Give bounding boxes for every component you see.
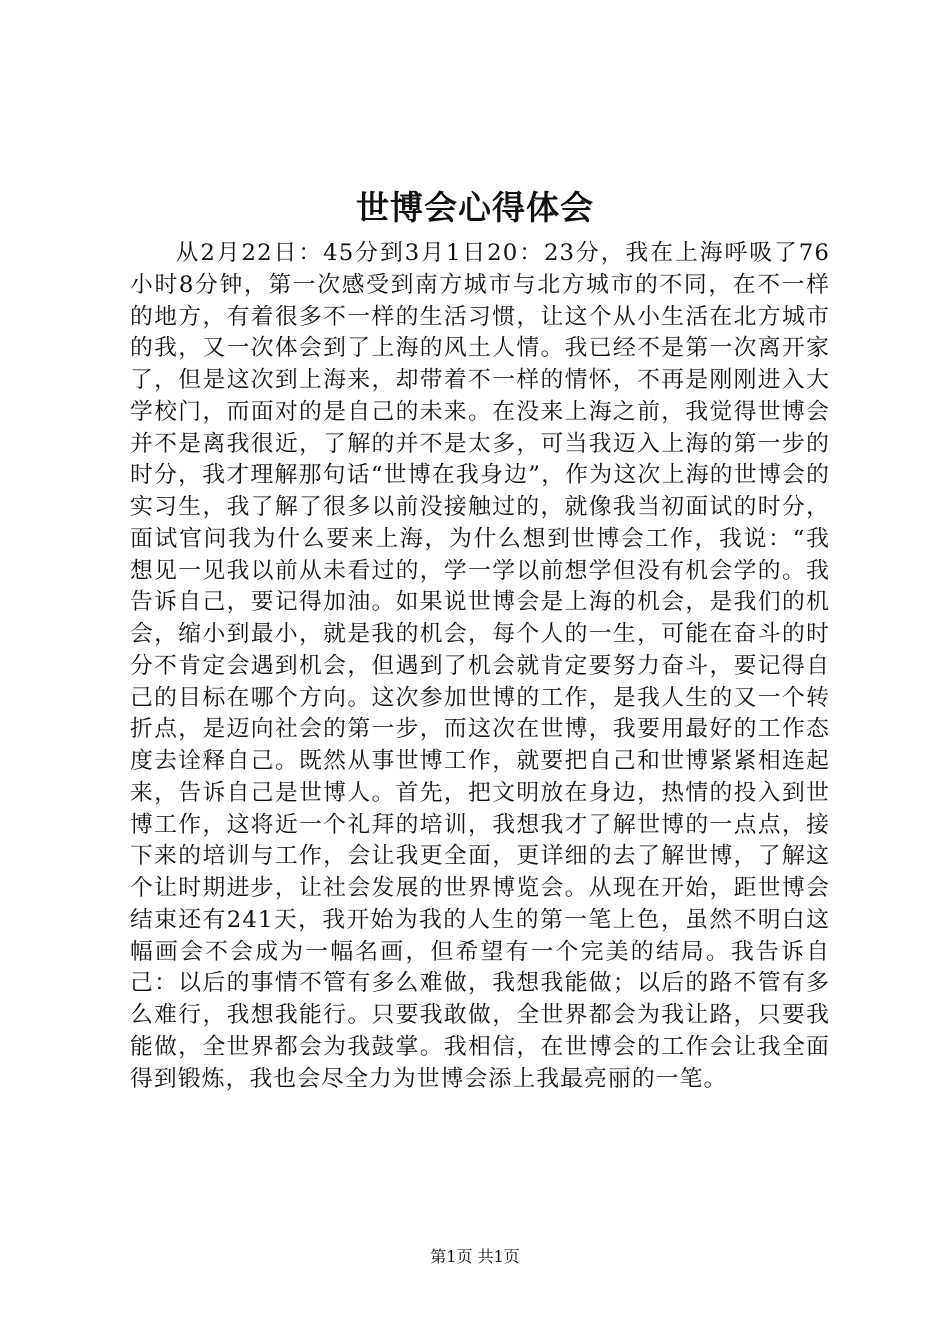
- body-paragraph: 从2月22日：45分到3月1日20：23分，我在上海呼吸了76小时8分钟，第一次感受到南方城市与北方城市的不同，在不一样的地方，有着很多不一样的生活习惯，让这个从小生活在北方城市的我，又一次体会到了上海的风土人情。我已经不是第一次离开家了，但是这次到上海来，却带着不一样的情怀，不再是刚刚进入大学校门，而面对的是自己的未来。在没来上海之前，我觉得世博会并不是离我很近，了解的并不是太多，可当我迈入上海的第一步的时分，我才理解那句话“世博在我身边”，作为这次上海的世博会的实习生，我了解了很多以前没接触过的，就像我当初面试的时分，面试官问我为什么要来上海，为什么想到世博会工作，我说：“我想见一见我以前从未看过的，学一学以前想学但没有机会学的。我告诉自己，要记得加油。如果说世博会是上海的机会，是我们的机会，缩小到最小，就是我的机会，每个人的一生，可能在奋斗的时分不肯定会遇到机会，但遇到了机会就肯定要努力奋斗，要记得自己的目标在哪个方向。这次参加世博的工作，是我人生的又一个转折点，是迈向社会的第一步，而这次在世博，我要用最好的工作态度去诠释自己。既然从事世博工作，就要把自己和世博紧紧相连起来，告诉自己是世博人。首先，把文明放在身边，热情的投入到世博工作，这将近一个礼拜的培训，我想我才了解世博的一点点，接下来的培训与工作，会让我更全面，更详细的去了解世博，了解这个让时期进步，让社会发展的世界博览会。从现在开始，距世博会结束还有241天，我开始为我的人生的第一笔上色，虽然不明白这幅画会不会成为一幅名画，但希望有一个完美的结局。我告诉自己：以后的事情不管有多么难做，我想我能做；以后的路不管有多么难行，我想我能行。只要我敢做，全世界都会为我让路，只要我能做，全世界都会为我鼓掌。我相信，在世博会的工作会让我全面得到锻炼，我也会尽全力为世博会添上我最亮丽的一笔。: [130, 240, 830, 1092]
- document-title: 世博会心得体会: [356, 188, 594, 227]
- page-footer: 第1页 共1页: [430, 1247, 520, 1266]
